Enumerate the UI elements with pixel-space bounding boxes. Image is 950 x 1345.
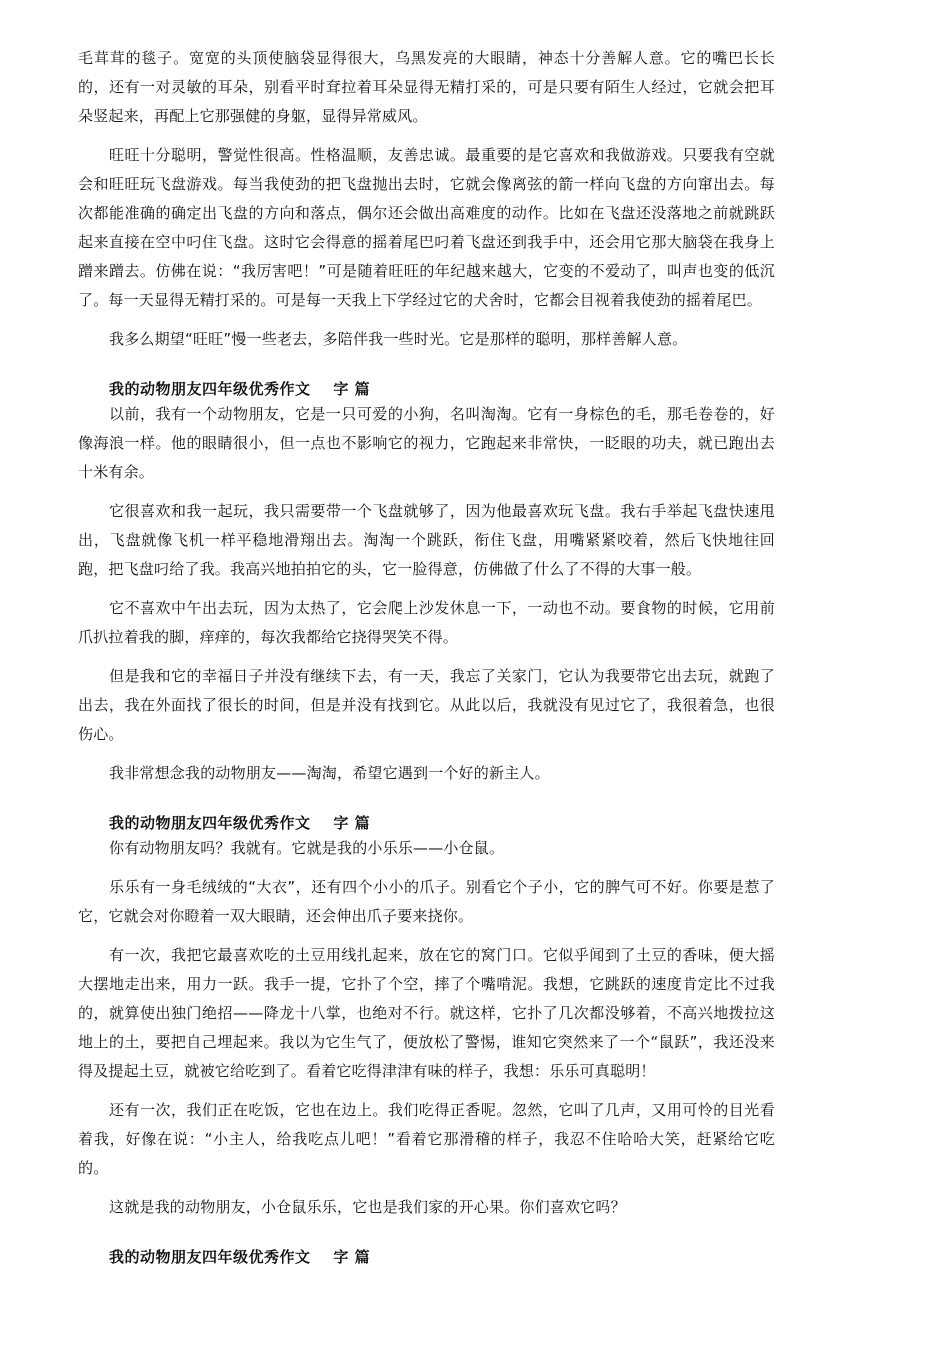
paragraph: 我多么期望“旺旺”慢一些老去，多陪伴我一些时光。它是那样的聪明，那样善解人意。 [109, 330, 688, 348]
essay-continued [78, 44, 775, 354]
essay-lele [78, 812, 775, 1222]
paragraph: 旺旺十分聪明，警觉性很高。性格温顺，友善忠诚。最重要的是它喜欢和我做游戏。只要我有空就会和旺旺玩飞盘游戏。每当我使劲的把飞盘抛出去时，它就会像离弦的箭一样向飞盘的方向窜出去。每次都能准确的确定出飞盘的方向和落点，偶尔还会做出高难度的动作。比如在飞盘还没落地之前就跳跃起来直接在空中叼住飞盘。这时它会得意的摇着尾巴叼着飞盘还到我手中，还会用它那大脑袋在我身上蹭来蹭去。仿佛在说：“我厉害吧！”可是随着旺旺的年纪越来越大，它变的不爱动了，叫声也变的低沉了。每一天显得无精打采的。可是每一天我上下学经过它的犬舍时，它都会目视着我使劲的摇着尾巴。 [78, 146, 775, 309]
paragraph: 你有动物朋友吗？我就有。它就是我的小乐乐——小仓鼠。 [109, 839, 505, 857]
paragraph: 它很喜欢和我一起玩，我只需要带一个飞盘就够了，因为他最喜欢玩飞盘。我右手举起飞盘快速甩出，飞盘就像飞机一样平稳地滑翔出去。淘淘一个跳跃，衔住飞盘，用嘴紧紧咬着，然后飞快地往回跑，把飞盘叼给了我。我高兴地拍拍它的头，它一脸得意，仿佛做了什么了不得的大事一般。 [78, 502, 775, 578]
essay-title: 我的动物朋友四年级优秀作文 字 篇 [109, 1248, 371, 1266]
paragraph: 以前，我有一个动物朋友，它是一只可爱的小狗，名叫淘淘。它有一身棕色的毛，那毛卷卷的，好像海浪一样。他的眼睛很小，但一点也不影响它的视力，它跑起来非常快，一眨眼的功夫，就已跑出去十米有余。 [78, 405, 775, 481]
paragraph: 毛茸茸的毯子。宽宽的头顶使脑袋显得很大，乌黑发亮的大眼睛，神态十分善解人意。它的嘴巴长长的，还有一对灵敏的耳朵，别看平时耷拉着耳朵显得无精打采的，可是只要有陌生人经过，它就会把耳朵竖起来，再配上它那强健的身躯，显得异常威风。 [78, 49, 775, 125]
paragraph: 还有一次，我们正在吃饭，它也在边上。我们吃得正香呢。忽然，它叫了几声，又用可怜的目光看着我，好像在说：“小主人，给我吃点儿吧！”看着它那滑稽的样子，我忍不住哈哈大笑，赶紧给它吃的。 [78, 1101, 775, 1177]
paragraph: 它不喜欢中午出去玩，因为太热了，它会爬上沙发休息一下，一动也不动。要食物的时候，它用前爪扒拉着我的脚，痒痒的，每次我都给它挠得哭笑不得。 [78, 599, 775, 646]
document-page [78, 44, 775, 1268]
essay-title: 我的动物朋友四年级优秀作文 字 篇 [109, 380, 371, 398]
essay-taotao [78, 378, 775, 788]
essay-title: 我的动物朋友四年级优秀作文 字 篇 [109, 814, 371, 832]
paragraph: 这就是我的动物朋友，小仓鼠乐乐，它也是我们家的开心果。你们喜欢它吗？ [109, 1198, 626, 1216]
paragraph: 我非常想念我的动物朋友——淘淘，希望它遇到一个好的新主人。 [109, 764, 550, 782]
paragraph: 但是我和它的幸福日子并没有继续下去，有一天，我忘了关家门，它认为我要带它出去玩，就跑了出去，我在外面找了很长的时间，但是并没有找到它。从此以后，我就没有见过它了，我很着急，也很伤心。 [78, 667, 775, 743]
essay-next [78, 1246, 775, 1268]
paragraph: 有一次，我把它最喜欢吃的土豆用线扎起来，放在它的窝门口。它似乎闻到了土豆的香味，便大摇大摆地走出来，用力一跃。我手一提，它扑了个空，摔了个嘴啃泥。我想，它跳跃的速度肯定比不过我的，就算使出独门绝招——降龙十八掌，也绝对不行。就这样，它扑了几次都没够着，不高兴地拨拉这地上的土，要把自己埋起来。我以为它生气了，便放松了警惕，谁知它突然来了一个“鼠跃”，我还没来得及提起土豆，就被它给吃到了。看着它吃得津津有味的样子，我想：乐乐可真聪明！ [78, 946, 775, 1080]
paragraph: 乐乐有一身毛绒绒的“大衣”，还有四个小小的爪子。别看它个子小，它的脾气可不好。你要是惹了它，它就会对你瞪着一双大眼睛，还会伸出爪子要来挠你。 [78, 878, 775, 925]
